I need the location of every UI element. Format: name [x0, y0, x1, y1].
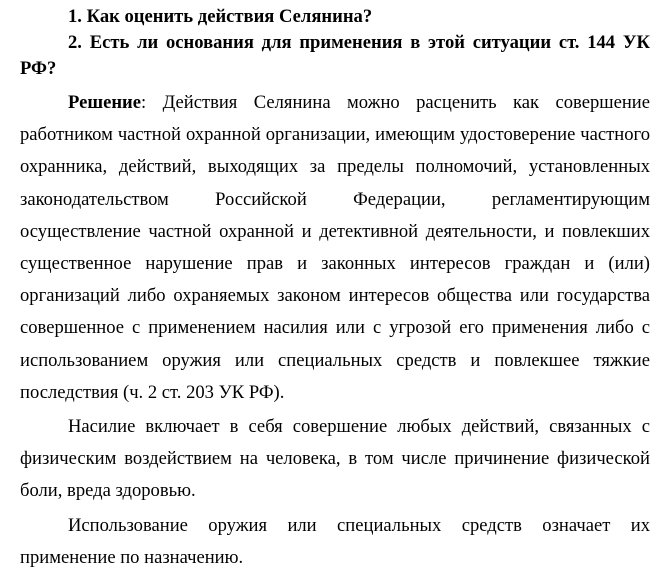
question-1: 1. Как оценить действия Селянина?: [68, 6, 373, 27]
question-2: 2. Есть ли основания для применения в этой ситуации ст. 144 УК РФ?: [20, 32, 650, 79]
document-page: [20, 4, 650, 574]
solution-text: : Действия Селянина можно расценить как совершение работником частной охранной организации, имеющим удостоверение частного охранника, действий, выходящих за пределы полномочий, установленных законодательством Российской Федерации, регламентирующим осуществление частной охранной и детективной деятельности, и повлекших существенное нарушение прав и законных интересов граждан и (или) организаций либо охраняемых законом интересов общества или государства совершенное с применением насилия или с угрозой его применения либо с использованием оружия или специальных средств и повлекшее тяжкие последствия (ч. 2 ст. 203 УК РФ).: [20, 92, 650, 403]
solution-paragraph: [20, 87, 650, 409]
paragraph-violence: Насилие включает в себя совершение любых действий, связанных с физическим воздействием на человека, в том числе причинение физической боли, вреда здоровью.: [20, 416, 650, 502]
solution-label: Решение: [68, 92, 141, 113]
paragraph-weapons: Использование оружия или специальных средств означает их применение по назначению.: [20, 514, 650, 568]
